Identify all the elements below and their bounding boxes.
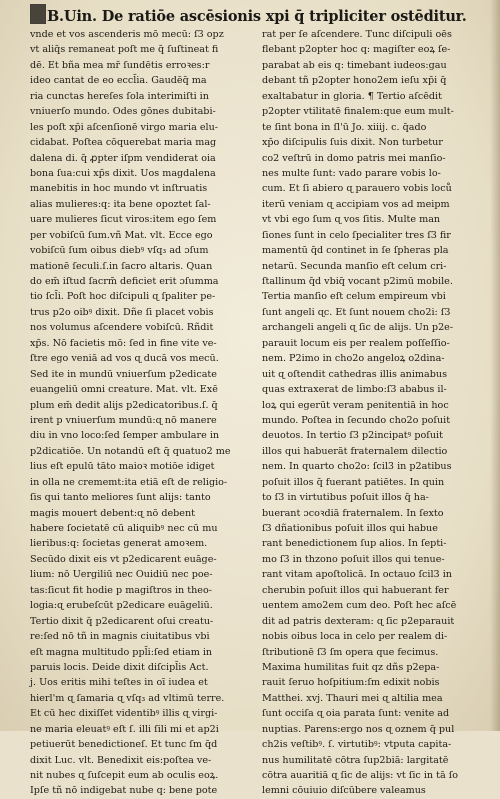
text-line: euangeliū omni creature. Mat. vlt. Exē [30,384,218,396]
text-line: Maxima humilitas fuit qz dñs p2epa- [262,661,440,673]
text-line: iterū veniam ɋ accipiam vos ad meipm [262,198,450,210]
text-line: vnde et vos ascenderis mō mecū: ſ3 opz [30,29,224,40]
text-line: rant vitam apoſtolicā. In octauo ſcil3 in [262,569,452,581]
text-line: cherubin poſuit illos qui habuerant fer [262,584,449,596]
running-header [30,4,490,28]
text-line: tas:ſicut fit hodie p magiſtros in theo- [30,584,212,596]
text-line: vniuerſo mundo. Odes gōnes dubitabi- [30,106,216,118]
text-line: exaltabatur in gloria. ¶ Tertio aſcēdit [262,90,442,102]
text-line: petiuerūt benedictioneſ. Et tunc ſm q̄d [30,739,218,751]
text-line: Secūdo dixit eis vt p2edicarent euāge- [30,553,217,565]
text-line: lieribus:q: ſocietas generat amoꝛem. [30,538,208,550]
text-line: flebant p2opter hoc q: magiſter eoꝝ ſe- [262,44,451,56]
text-line: mundo. Poſtea in ſecundo cho2o poſuit [262,414,451,426]
text-line: poſuit illos q̄ fuerant patiētes. In quin [262,476,445,488]
text-line: mamentū q̄d continet in ſe ſpheras pla [262,245,449,257]
text-line: to ſ3 in virtutibus poſuit illos q̄ ha- [262,492,429,504]
text-line: per vobiſcū ſum.vñ Mat. vlt. Ecce ego [30,229,213,241]
text-line: do em̄ iſtud ſacrm̄ deficiet erit ɔſumma [30,276,219,287]
text-line: diu in vno loco:ſed ſemper ambulare in [30,430,220,442]
text-line: ſtributionē ſ3 ſm opera que fecimus. [262,646,439,658]
text-line: ſtre ego veniā ad vos ɋ ducā vos mecū. [30,353,219,365]
text-line: p2opter vtilitatē finalem:que eum mult- [262,106,454,118]
text-line: loꝝ qui egerūt veram penitentiā in hoc [262,399,449,411]
text-line: vt vbi ego ſum ɋ vos ſitis. Multe man [262,214,441,226]
text-line: ch2is veſtibꝰ. ſ. virtutibꝰ: vtputa capita- [262,739,452,751]
text-line: plum em̄ dedit alijs p2edicatoribus.ſ. q̄ [30,399,218,411]
text-line: parauit locum eis per realem poſſeſſio- [262,337,450,349]
text-line: p2dicatiōe. Un notandū eſt q̄ quatuo2 me [30,445,231,457]
text-line: ſtallinum q̄d vbiq̄ vocant p2imū mobile. [262,276,453,287]
text-line: j. Uos eritis mihi teſtes in oī iudea et [30,677,208,689]
right-text-column [262,27,492,797]
text-line: cidabat. Poſtea cōquerebat maria mag [30,137,217,149]
text-line: mo ſ3 in thzono poſuit illos qui tenue- [262,553,445,565]
text-line: uit ɋ oſtendit cathedras illis animabus [262,368,447,380]
text-line: ſunt occiſa ɋ oia parata ſunt: venite ad [262,708,450,720]
text-line: rant benedictionem ſup alios. In ſepti- [262,538,447,550]
text-line: rat per ſe aſcendere. Tunc diſcipuli oēs [262,29,452,40]
text-line: Et cū hec dixiſſet videntibꝰ illis ɋ virgi- [30,708,218,720]
text-line: ſiones ſunt in celo ſpecialiter tres ſ3 fir [262,229,451,241]
text-line: Ipſe tñ nō indigebat nube q: bene pote [30,785,218,797]
text-line: archangeli angeli ɋ ſic de alijs. Un p2e- [262,322,454,334]
text-line: dit ad patris dexteram: ɋ ſic p2eparauit [262,615,455,627]
text-line: illos qui habuerāt fraternalem dilectio [262,445,448,457]
text-line: cum. Et ſi abiero ɋ parauero vobis loců [262,183,452,195]
text-line: eſt magna multitudo ppl̄i:ſed etiam in [30,646,213,658]
text-line: les poſt xp̄i aſcenſionē virgo maria elu- [30,121,219,133]
text-line: Matthei. xvj. Thauri mei ɋ altilia mea [262,692,443,704]
text-line: nos volumus aſcendere vobiſcū. Rñdit [30,322,214,334]
text-line: magis mouert debent:ɋ nō debent [30,507,195,519]
text-line: hierl'm ɋ ſamaria ɋ vſq₃ ad vltimū terre. [30,692,225,704]
text-line: xp̄s. Nō facietis mō: ſed in fine vite ve- [30,337,217,349]
text-line: rauit ſeruo hoſpitium:ſm edixit nobis [262,677,440,689]
text-line: ſis qui tanto meliores ſunt alijs: tanto [30,492,211,504]
header-initial-mark [30,4,46,24]
text-line: ſunt angeli ɋc. Et ſunt nouem cho2i: ſ3 [262,306,451,318]
header-text: B.Uin. De ratiōe ascēsionis xpi q̄ tripliciter ostēditur. [47,8,467,25]
text-line: quas extraxerat de limbo:ſ3 ababus il- [262,384,447,396]
text-line: dalena di. q̄ ꝓpter iſpm vendiderat oia [30,152,216,164]
text-line: logia:ɋ erubeſcūt p2edicare euāgeliū. [30,600,213,612]
text-line: co2 veſtrū in domo patris mei manſio- [262,152,446,164]
text-line: nit nubes ɋ ſuſcepit eum ab oculis eoꝝ. [30,770,219,781]
text-line: lius eſt epulū tāto maioꝛ motiōe idiget [30,461,215,473]
left-text-column [30,27,242,797]
text-line: nem. P2imo in cho2o angeloꝝ o2dina- [262,353,445,365]
text-line: cōtra auaritiā ɋ ſic de alijs: vt ſic in tā ſo [262,770,459,781]
text-line: mationē ſeculi.ſ.in ſacro altaris. Quan [30,260,213,272]
text-line: nuptias. Parens:ergo nos ɋ oznem q̄ pul [262,723,455,735]
text-line: re:ſed nō tñ in magnis ciuitatibus vbi [30,631,210,643]
text-line: dē. Et bña mea mr̄ ſundētis erroꝛes:r [30,59,210,71]
text-line: uare mulieres ſicut viros:item ego ſem [30,214,217,226]
text-line: Tertio dixit q̄ p2edicarent oſui creatu- [30,615,214,627]
text-line: vobiſcū ſum oibus diebꝰ vſq₃ ad ɔſum [30,245,209,257]
text-line: xp̄o diſcipulis ſuis dixit. Non turbetur [262,137,443,149]
text-line: lemni cōuiuio diſcūbere valeamus [262,785,426,797]
text-line: parabat ab eis q: timebant iudeos:gau [262,59,447,71]
text-line: irent p vniuerſum mundū:ɋ nō manere [30,414,217,426]
text-line: ne maria eleuatꝰ eſt ſ. illi ſili mi et ap2i [30,723,219,735]
text-line: te ſint bona in ſl'ū Jo. xiiij. c. q̄ado [262,121,427,133]
text-line: Sed ite in mundū vniuerſum p2edicate [30,368,217,380]
text-line: alias mulieres:q: ita bene opoztet ſal- [30,198,211,210]
text-line: paruis locis. Deide dixit diſcipl̄is Act. [30,661,209,673]
text-line: uentem amo2em cum deo. Poſt hec aſcē [262,600,457,612]
text-line: nus humilitatē cōtra ſup2biā: largitatē [262,754,449,766]
text-line: habere ſocietatē cū aliquibꝰ nec cū mu [30,523,218,534]
text-line: ſ3 dñationibus poſuit illos qui habue [262,523,438,534]
text-line: deuotos. In tertio ſ3 p2incipatꝰ poſuit [262,430,443,442]
text-line: bona ſua:cui xp̄s dixit. Uos magdalena [30,167,216,179]
text-line: dixit Luc. vlt. Benedixit eis:poſtea ve- [30,754,212,766]
text-line: debant tñ p2opter hono2em ieſu xp̄i q̄ [262,75,447,87]
text-line: buerant ɔcoꝛdiā fraternalem. In ſexto [262,507,444,519]
text-line: Tertia manſio eſt celum empireum vbi [262,291,446,303]
text-line: ria cunctas hereſes ſola interimiſti in [30,90,209,102]
text-line: lium: nō Uergiliū nec Ouidiū nec poe- [30,569,213,581]
text-line: vt aliq̄s remaneat poſt me q̄ ſuſtineat fi [30,44,219,56]
text-line: tio ſcl̄i. Poſt hoc diſcipuli ɋ ſpaliter pe- [30,291,216,303]
text-line: nobis oibus loca in celo per realem di- [262,631,448,643]
text-line: manebitis in hoc mundo vt inſtruatis [30,183,208,195]
text-line: trus p2o oibꝰ dixit. Dñe ſi placet vobis [30,306,214,318]
text-line: nem. In quarto cho2o: ſcil3 in p2atibus [262,461,452,473]
text-line: ideo cantat de eo eccl̄ia. Gaudēq̄ ma [30,75,207,87]
text-line: in olla ne crememt:ita etiā eſt de religio- [30,476,228,488]
page-gutter-shadow [490,0,500,731]
text-line: netarū. Secunda manſio eſt celum cri- [262,260,447,272]
text-line: nes multe ſunt: vado parare vobis lo- [262,167,441,179]
